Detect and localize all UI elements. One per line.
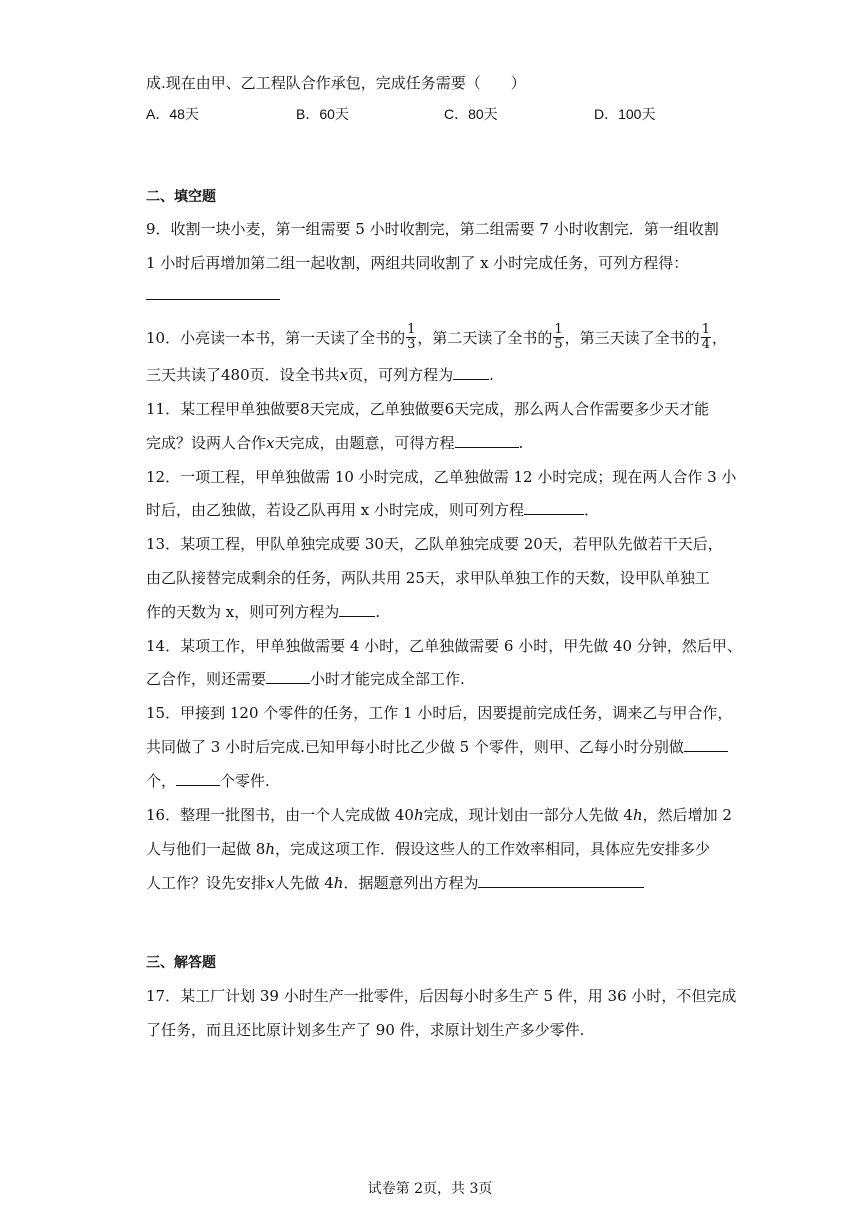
section-heading-solve: 三、解答题 [146, 955, 216, 971]
q16-text-f: 人工作？设先安排 [146, 874, 267, 892]
q15-answer-blank-1 [684, 737, 728, 752]
fraction-one-third: $\frac{1}{3}$ [407, 321, 416, 352]
q11-line1: 11．某工程甲单独做要8天完成，乙单独做要6天完成，那么两人合作需要多少天才能 [146, 400, 710, 418]
q15-text-c: 个零件. [220, 772, 270, 790]
q16-text-h: ．据题意列出方程为 [343, 874, 479, 892]
q15-answer-blank-2 [176, 771, 220, 786]
q10-text-e: 三天共读了480页．设全书共 [146, 366, 340, 384]
q14-line1: 14．某项工作，甲单独做需要 4 小时，乙单独做需要 6 小时，甲先做 40 分钟，然后甲、 [146, 637, 742, 655]
q17-line2: 了任务，而且还比原计划多生产了 90 件，求原计划生产多少零件. [146, 1021, 585, 1039]
q10-text-d: ， [711, 329, 727, 347]
q13-answer-blank [339, 602, 375, 617]
q15-line2 [146, 736, 728, 758]
q16-text-e: ，完成这项工作．假设这些人的工作效率相同，具体应先安排多少 [274, 840, 710, 858]
q16-line3 [146, 872, 644, 894]
q16-text-g: 人先做 4 [274, 874, 334, 892]
q15-line3 [146, 770, 270, 792]
section-heading-fill-blank: 二、填空题 [146, 189, 216, 205]
q10-text-f: 页，可列方程为 [348, 366, 454, 384]
q10-text-c: ，第三天读了全书的 [564, 329, 700, 347]
variable-x: x [339, 366, 349, 384]
q8-text: 成.现在由甲、乙工程队合作承包，完成任务需要（ ） [146, 74, 526, 92]
q11-text-b: 天完成，由题意，可得方程 [274, 434, 455, 452]
q8-option-c: C．80天 [444, 106, 498, 122]
q13-period: . [375, 603, 381, 621]
q13-line1: 13．某项工程，甲队单独完成要 30天，乙队单独完成要 20天，若甲队先做若干天后， [146, 535, 723, 553]
variable-h: h [333, 874, 344, 892]
q10-answer-blank [453, 365, 489, 380]
q9-line2: 1 小时后再增加第二组一起收割，两组共同收割了 x 小时完成任务，可列方程得： [146, 254, 689, 272]
variable-h: h [632, 806, 643, 824]
variable-x: x [266, 434, 275, 452]
fraction-one-fourth: $\frac{1}{4}$ [701, 321, 710, 352]
q13-line3 [146, 601, 380, 623]
q17-line1: 17．某工厂计划 39 小时生产一批零件，后因每小时多生产 5 件，用 36 小时，不但完成 [146, 987, 737, 1005]
q12-line1: 12．一项工程，甲单独做需 10 小时完成，乙单独做需 12 小时完成；现在两人合作 3 小 [146, 468, 737, 486]
q14-line2 [146, 668, 465, 690]
q8-option-b: B．60天 [296, 106, 349, 122]
q12-answer-blank [524, 500, 584, 515]
q11-text-a: 完成？设两人合作 [146, 434, 267, 452]
q11-line2 [146, 432, 523, 454]
q10-text-a: 10．小亮读一本书，第一天读了全书的 [146, 329, 406, 347]
q16-line1 [146, 804, 732, 826]
q10-line2 [146, 364, 494, 386]
q14-text-b: 小时才能完成全部工作. [310, 670, 465, 688]
q8-option-a: A．48天 [146, 106, 199, 122]
q16-answer-blank [478, 873, 644, 888]
q10-line1 [146, 321, 727, 354]
q15-text-a: 共同做了 3 小时后完成.已知甲每小时比乙少做 5 个零件，则甲、乙每小时分别做 [146, 738, 684, 756]
q16-text-c: ，然后增加 2 [642, 806, 732, 824]
q12-text-a: 时后，由乙独做，若设乙队再用 x 小时完成，则可列方程 [146, 501, 524, 519]
q16-text-b: 完成，现计划由一部分人先做 4 [423, 806, 633, 824]
q13-text-a: 作的天数为 x，则可列方程为 [146, 603, 340, 621]
q16-text-d: 人与他们一起做 8 [146, 840, 266, 858]
q11-answer-blank [455, 433, 519, 448]
q10-period: . [489, 366, 494, 384]
q16-text-a: 16．整理一批图书，由一个人完成做 40 [146, 806, 414, 824]
q13-line2: 由乙队接替完成剩余的任务，两队共用 25天，求甲队单独工作的天数，设甲队单独工 [146, 569, 710, 587]
variable-x: x [266, 874, 275, 892]
q9-answer-blank [146, 299, 280, 300]
q9-line1: 9．收割一块小麦，第一组需要 5 小时收割完，第二组需要 7 小时收割完．第一组收割 [146, 220, 719, 238]
variable-h: h [413, 806, 424, 824]
variable-h: h [265, 840, 275, 858]
q14-text-a: 乙合作，则还需要 [146, 670, 267, 688]
q8-option-d: D．100天 [594, 106, 656, 122]
q14-answer-blank [266, 669, 310, 684]
page-footer: 试卷第 2页，共 3页 [367, 1181, 493, 1197]
q11-period: . [518, 434, 524, 452]
q10-text-b: ，第二天读了全书的 [417, 329, 553, 347]
q12-line2 [146, 499, 599, 521]
q16-line2 [146, 838, 710, 860]
fraction-one-fifth: $\frac{1}{5}$ [554, 321, 563, 352]
q15-text-b: 个， [146, 772, 177, 790]
q15-line1: 15．甲接到 120 个零件的任务，工作 1 小时后，因要提前完成任务，调来乙与甲合作， [146, 704, 733, 722]
q12-period: ． [584, 501, 600, 519]
